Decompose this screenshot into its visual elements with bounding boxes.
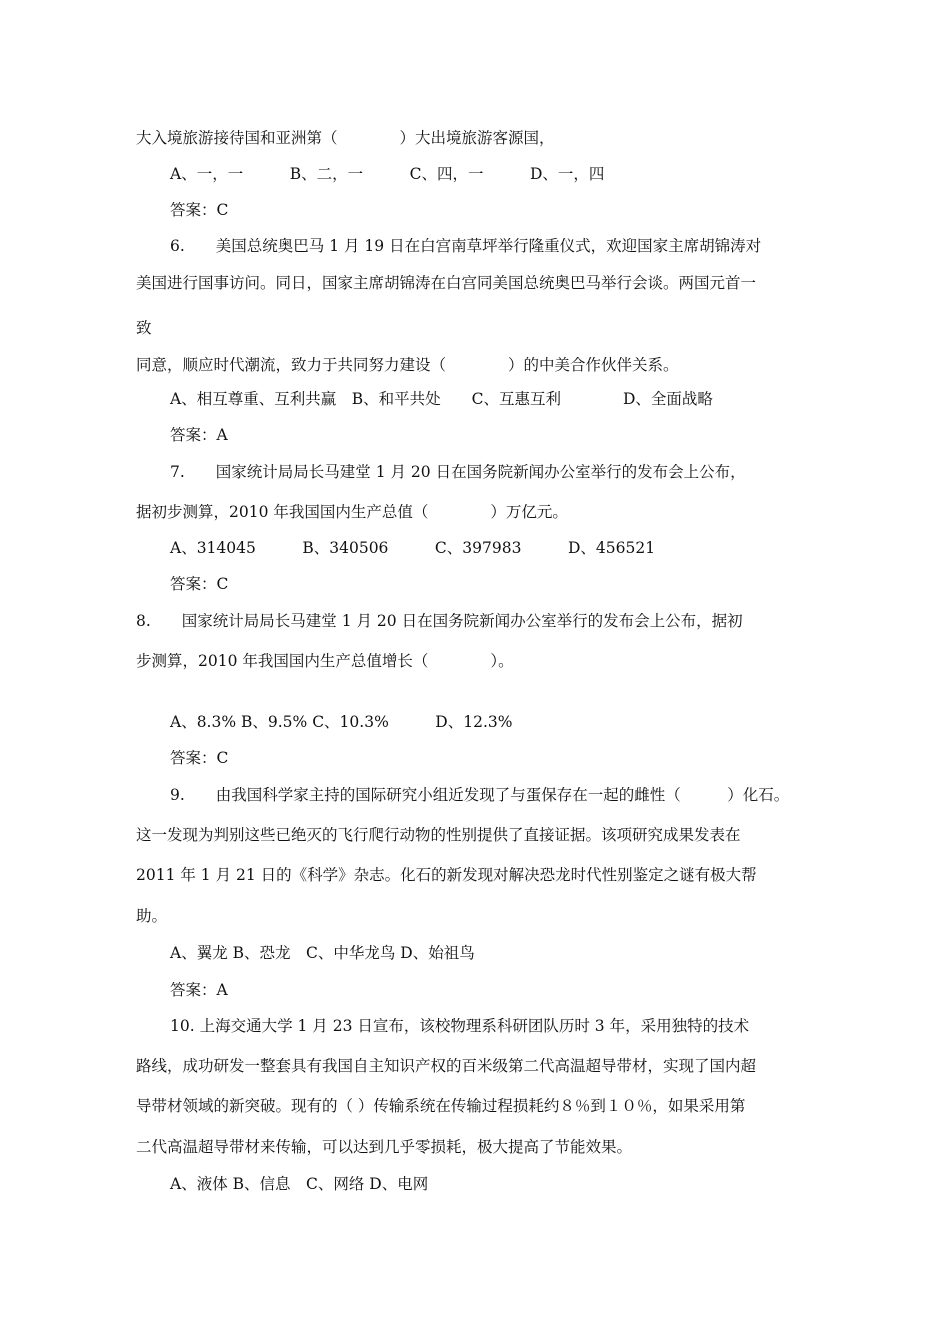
q7-line-1: 7. 国家统计局局长马建堂 1 月 20 日在国务院新闻办公室举行的发布会上公布，: [170, 463, 746, 481]
q7-line-2: 据初步测算，2010 年我国国内生产总值（ ）万亿元。: [136, 503, 568, 521]
q10-options: A、液体 B、信息 C、网络 D、电网: [170, 1175, 429, 1193]
q6-options: A、相互尊重、互利共赢 B、和平共处 C、互惠互利 D、全面战略: [170, 390, 713, 408]
q8-options: A、8.3% B、9.5% C、10.3% D、12.3%: [170, 713, 513, 731]
q10-line-1: 10. 上海交通大学 1 月 23 日宣布，该校物理系科研团队历时 3 年，采用独特的技术: [170, 1017, 750, 1035]
q9-line-4: 助。: [136, 907, 168, 925]
q8-answer: 答案：C: [170, 749, 229, 767]
q6-answer: 答案：A: [170, 426, 228, 444]
q5-options: A、一，一 B、二，一 C、四，一 D、一，四: [170, 165, 605, 183]
q10-line-2: 路线，成功研发一整套具有我国自主知识产权的百米级第二代高温超导带材，实现了国内超: [136, 1057, 757, 1075]
q9-line-1: 9. 由我国科学家主持的国际研究小组近发现了与蛋保存在一起的雌性（ ）化石。: [170, 786, 790, 804]
q8-line-1: 8. 国家统计局局长马建堂 1 月 20 日在国务院新闻办公室举行的发布会上公布，据初: [136, 612, 743, 630]
q7-answer: 答案：C: [170, 575, 229, 593]
q6-line-4: 同意，顺应时代潮流，致力于共同努力建设（ ）的中美合作伙伴关系。: [136, 356, 679, 374]
q9-line-2: 这一发现为判别这些已绝灭的飞行爬行动物的性别提供了直接证据。该项研究成果发表在: [136, 826, 741, 844]
q6-line-2: 美国进行国事访问。同日，国家主席胡锦涛在白宫同美国总统奥巴马举行会谈。两国元首一: [136, 274, 757, 292]
q10-line-3: 导带材领域的新突破。现有的（ ）传输系统在传输过程损耗约８％到１０％，如果采用第: [136, 1097, 746, 1115]
q8-line-2: 步测算，2010 年我国国内生产总值增长（ ）。: [136, 652, 514, 670]
q9-line-3: 2011 年 1 月 21 日的《科学》杂志。化石的新发现对解决恐龙时代性别鉴定之谜有极大帮: [136, 866, 757, 884]
q9-options: A、翼龙 B、恐龙 C、中华龙鸟 D、始祖鸟: [170, 944, 475, 962]
q6-line-3: 致: [136, 319, 152, 337]
text-line-1: 大入境旅游接待国和亚洲第（ ）大出境旅游客源国，: [136, 129, 555, 147]
q6-line-1: 6. 美国总统奥巴马 1 月 19 日在白宫南草坪举行隆重仪式，欢迎国家主席胡锦涛对: [170, 237, 762, 255]
q7-options: A、314045 B、340506 C、397983 D、456521: [170, 539, 656, 557]
q5-answer: 答案：C: [170, 201, 229, 219]
q10-line-4: 二代高温超导带材来传输，可以达到几乎零损耗，极大提高了节能效果。: [136, 1138, 633, 1156]
q9-answer: 答案：A: [170, 981, 228, 999]
